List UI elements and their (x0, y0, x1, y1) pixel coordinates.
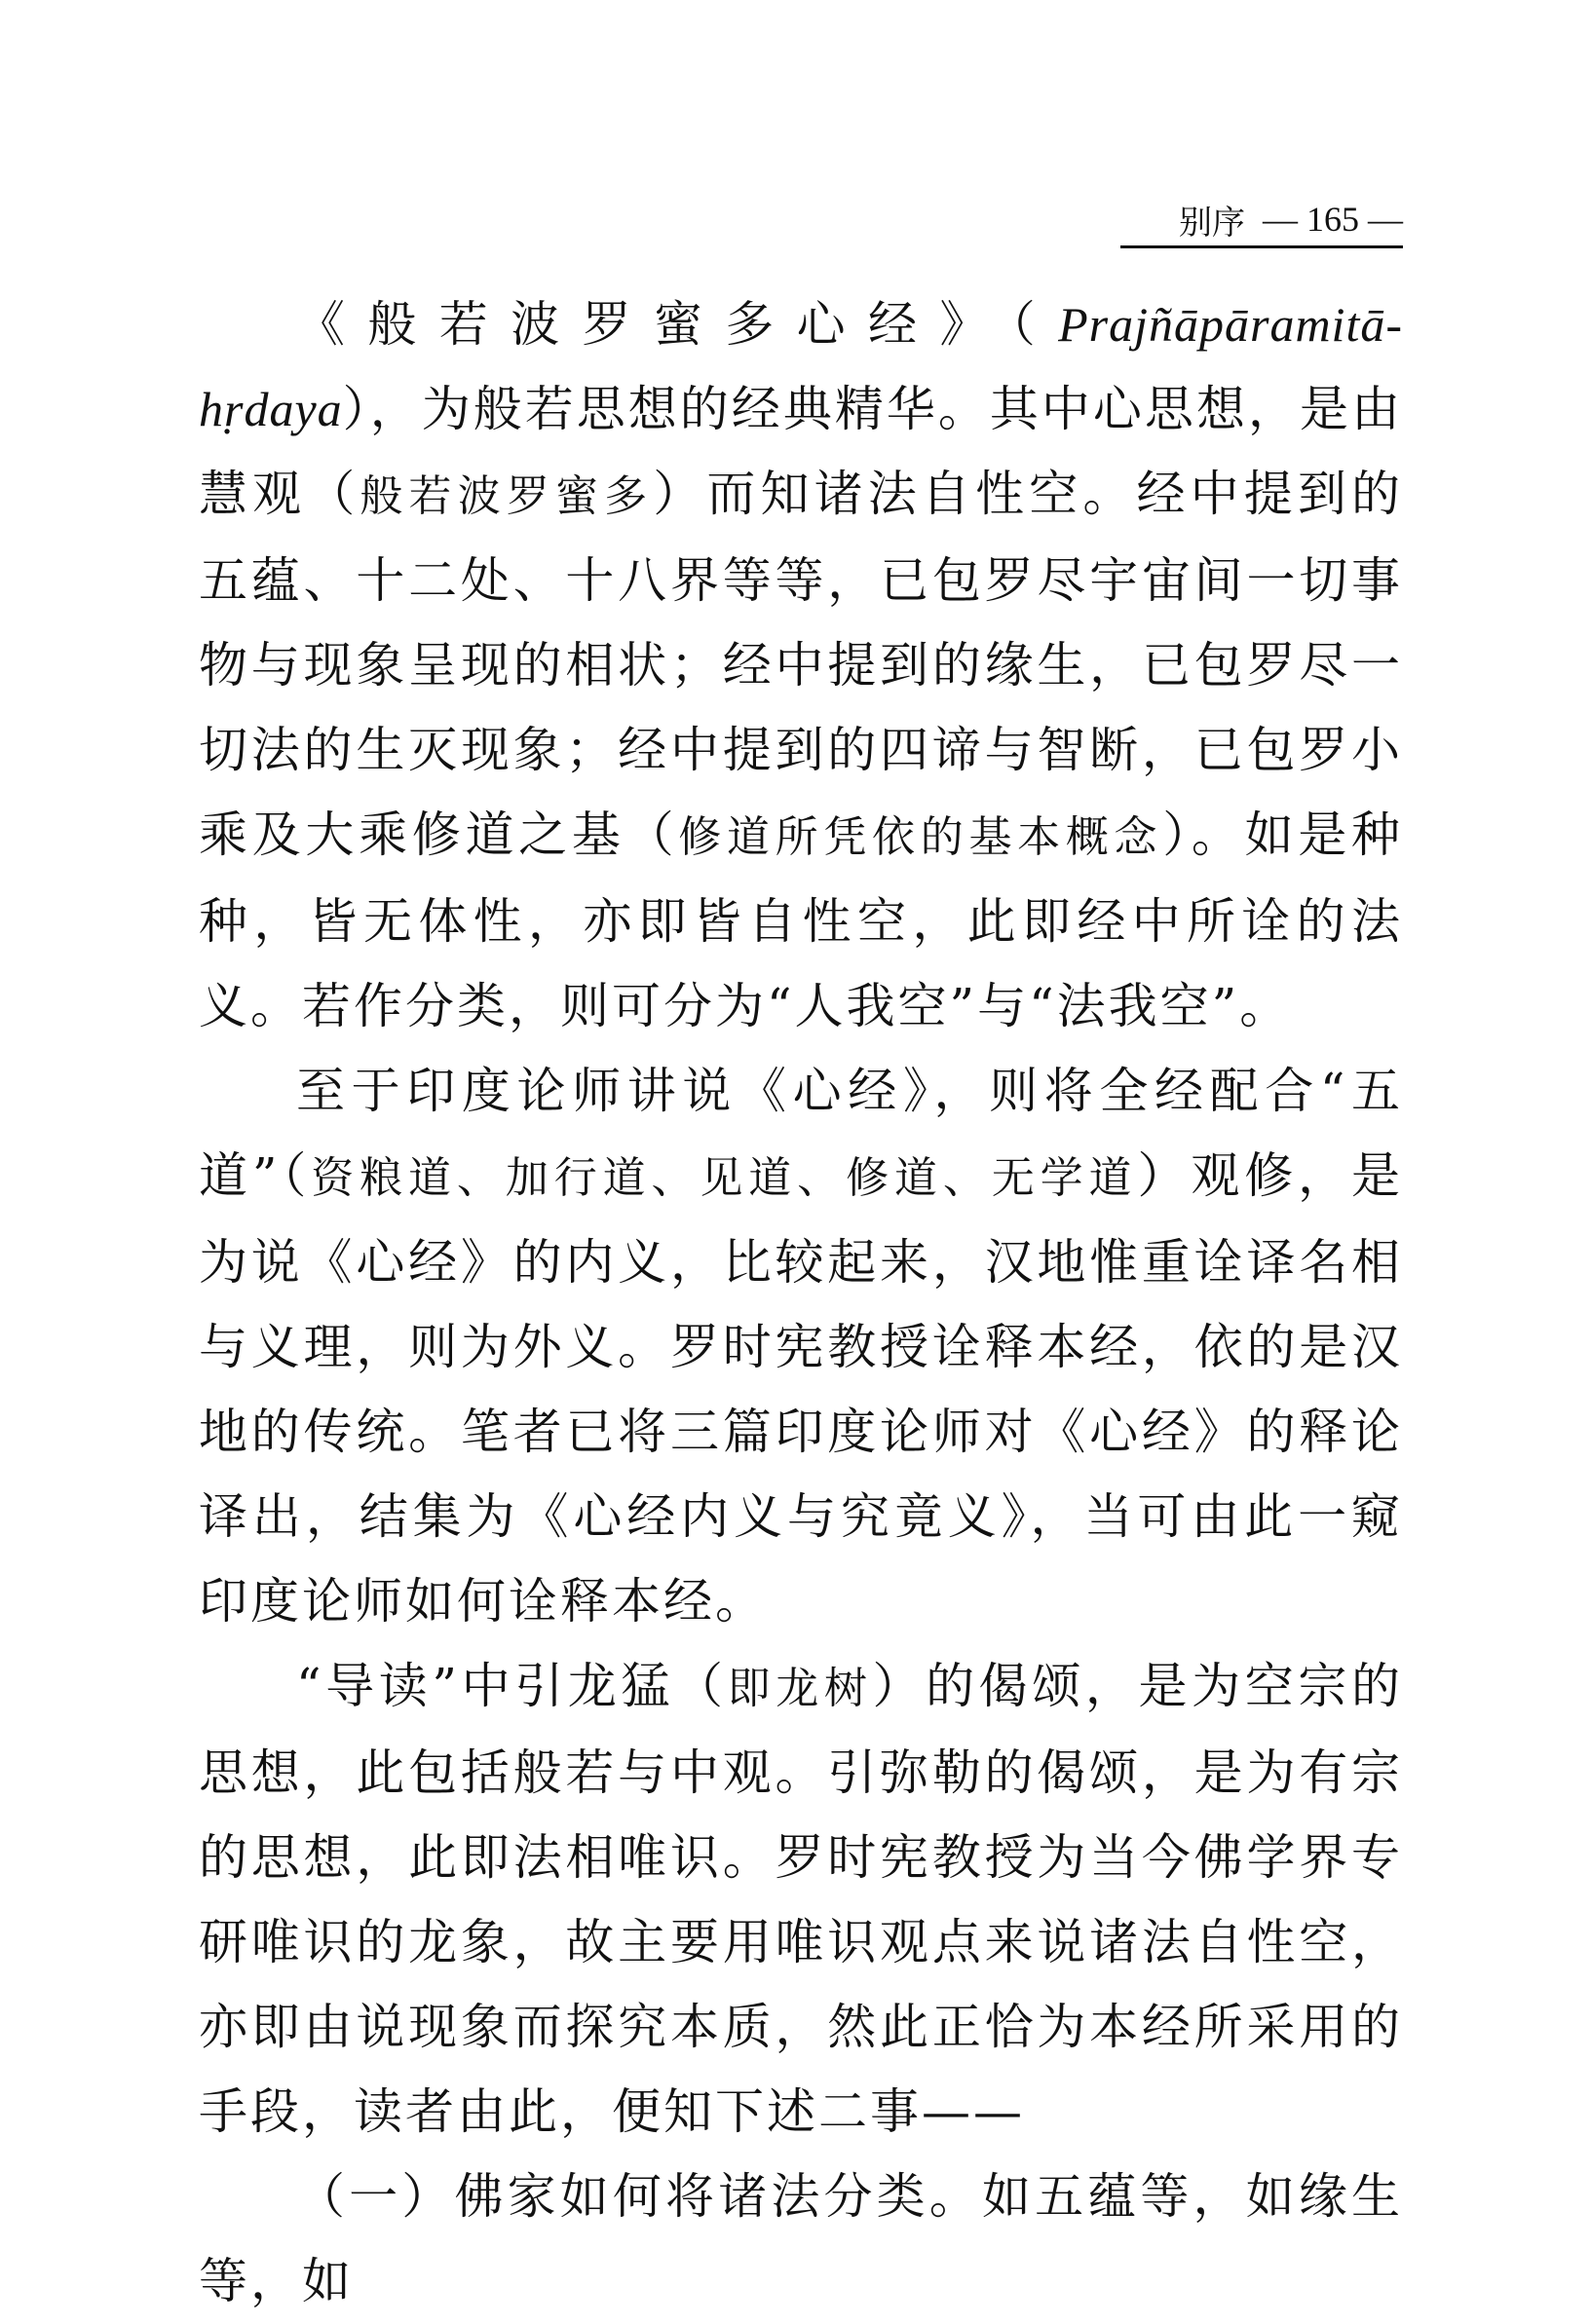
small-annotation: 即龙树 (727, 1664, 873, 1713)
page-number: — 165 — (1263, 200, 1403, 239)
text-run: ），为般若思想的经典精华。其中心思想，是由慧观（ (199, 381, 1403, 522)
running-header (1120, 193, 1403, 245)
text-run: ）。如是种种，皆无体性，亦即皆自性空，此即经中所诠的法义。若作分类，则可分为“人我空”与“法我空”。 (199, 806, 1404, 1034)
text-run: ）的偈颂，是为空宗的思想，此包括般若与中观。引弥勒的偈颂，是为有宗的思想，此即法相唯识。罗时宪教授为当今佛学界专研唯识的龙象，故主要用唯识观点来说诸法自性空，亦即由说现象而探究本质，然此正恰为本经所采用的手段，读者由此，便知下述二事—— (199, 1658, 1404, 2140)
paragraph-2 (199, 1049, 1403, 1644)
body-text (199, 282, 1403, 2324)
text-run: 《般若波罗蜜多心经》（ (296, 296, 1059, 353)
small-annotation: 修道所凭依的基本概念 (678, 812, 1163, 862)
section-title: 别序 (1179, 203, 1245, 243)
text-run: ）而知诸法自性空。经中提到的五蕴、十二处、十八界等等，已包罗尽宇宙间一切事物与现象呈现的相状；经中提到的缘生，已包罗尽一切法的生灭现象；经中提到的四谛与智断，已包罗小乘及大乘修道之基（ (199, 466, 1404, 863)
text-run: ）观修，是为说《心经》的内义，比较起来，汉地惟重诠译名相与义理，则为外义。罗时宪教授诠释本经，依的是汉地的传统。笔者已将三篇印度论师对《心经》的释论译出，结集为《心经内义与究竟义》，当可由此一窥印度论师如何诠释本经。 (199, 1147, 1404, 1630)
text-run: （一）佛家如何将诸法分类。如五蕴等，如缘生等，如 (199, 2168, 1403, 2309)
text-run: 至于印度论师讲说《心经》，则将全经配合“五道”（ (199, 1063, 1403, 1204)
text-run: “导读”中引龙猛（ (296, 1658, 728, 1714)
paragraph-1 (199, 282, 1403, 1049)
paragraph-4 (199, 2155, 1403, 2324)
small-annotation: 般若波罗蜜多 (360, 471, 654, 521)
paragraph-3 (199, 1644, 1403, 2155)
sanskrit-title: Prajñāpāramitā-hṛdaya (199, 297, 1403, 436)
header-rule (1120, 245, 1403, 248)
small-annotation: 资粮道、加行道、见道、修道、无学道 (311, 1153, 1138, 1203)
